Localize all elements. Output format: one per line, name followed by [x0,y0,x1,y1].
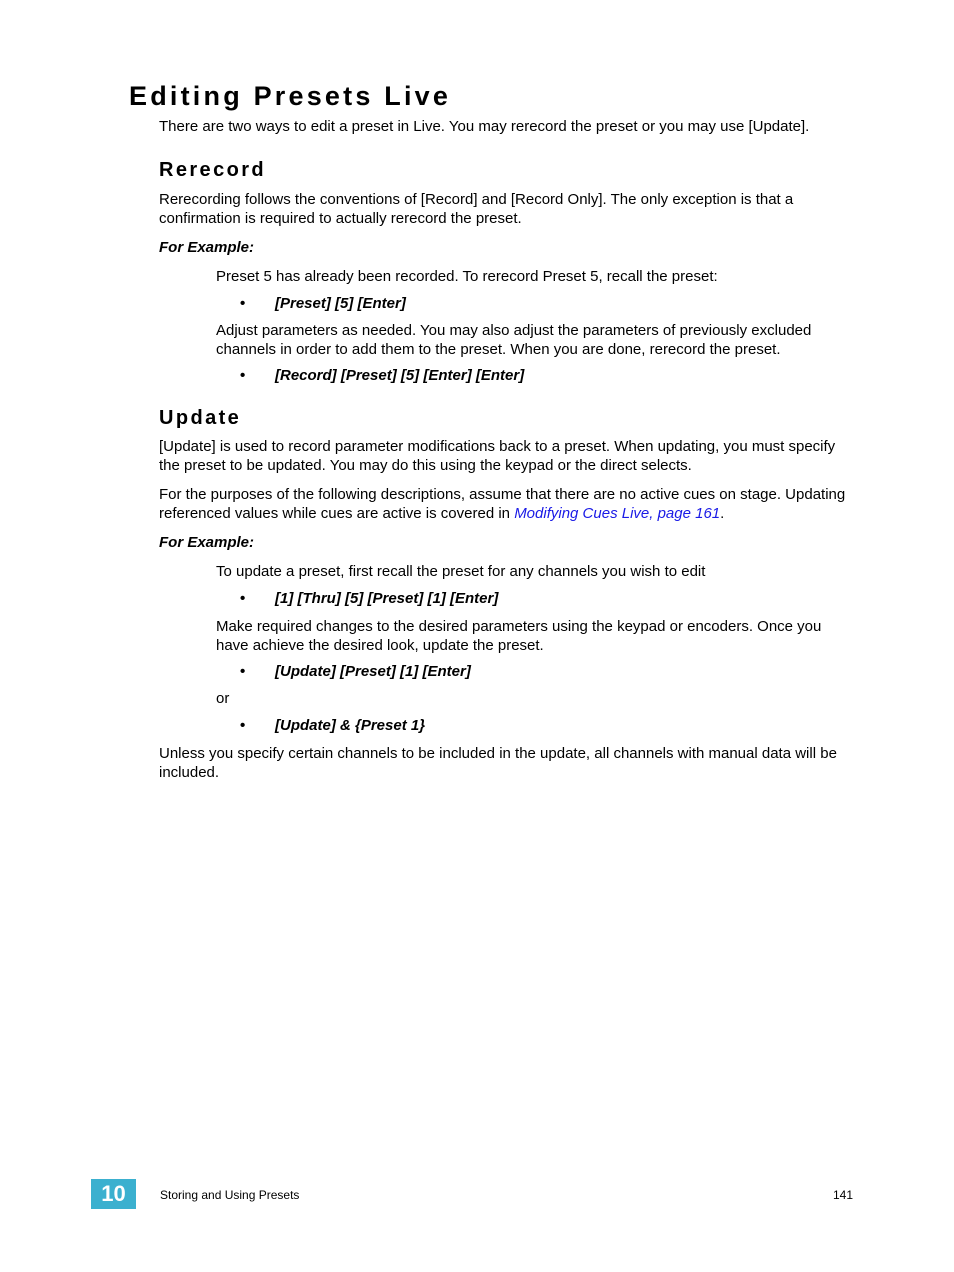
bullet-text: [1] [Thru] [5] [Preset] [1] [Enter] [275,590,499,607]
bullet-item [240,716,425,735]
footer-chapter-title: Storing and Using Presets [160,1188,300,1202]
bullet-symbol: • [240,367,246,384]
rerecord-paragraph: Rerecording follows the conventions of [Record] and [Record Only]. The only exception is that a confirmation is required to actually rerecord the preset. [159,191,794,227]
update-paragraph-1: [Update] is used to record parameter modifications back to a preset. When updating, you must specify the preset to be updated. You may do this using the keypad or the direct selects. [159,438,836,474]
for-example-label: For Example: [159,239,255,256]
bullet-symbol: • [240,663,246,680]
intro-paragraph: There are two ways to edit a preset in Live. You may rerecord the preset or you may use [Update]. [159,118,810,135]
or-text: or [216,690,230,707]
bullet-text: [Update] [Preset] [1] [Enter] [275,663,471,680]
bullet-item [240,294,406,313]
page-heading: Editing Presets Live [129,81,452,111]
update-paragraph-2-end: . [720,505,725,522]
bullet-item [240,662,471,681]
update-step-2: Make required changes to the desired parameters using the keypad or encoders. Once you have achieve the desired look, update the preset. [216,618,822,654]
update-paragraph-2-text: For the purposes of the following descriptions, assume that there are no active cues on stage. Updating referenced values while cues are active is covered in [159,486,846,522]
closing-paragraph: Unless you specify certain channels to be included in the update, all channels with manual data will be included. [159,745,837,781]
bullet-symbol: • [240,590,246,607]
bullet-text: [Update] & {Preset 1} [275,717,426,734]
rerecord-step-1: Preset 5 has already been recorded. To rerecord Preset 5, recall the preset: [216,268,718,285]
bullet-item [240,366,524,385]
bullet-item [240,589,498,608]
bullet-symbol: • [240,295,246,312]
update-step-1: To update a preset, first recall the preset for any channels you wish to edit [216,563,706,580]
cross-reference-link[interactable]: Modifying Cues Live, page 161 [514,505,721,522]
for-example-label: For Example: [159,534,255,551]
bullet-symbol: • [240,717,246,734]
bullet-text: [Preset] [5] [Enter] [275,295,406,312]
update-paragraph-2 [159,485,859,523]
chapter-number-badge: 10 [91,1179,136,1209]
section-heading-update: Update [159,407,242,429]
footer-page-number: 141 [832,1188,853,1202]
rerecord-step-2: Adjust parameters as needed. You may also adjust the parameters of previously excluded channels in order to add them to the preset. When you are done, rerecord the preset. [216,322,812,358]
bullet-text: [Record] [Preset] [5] [Enter] [Enter] [275,367,525,384]
section-heading-rerecord: Rerecord [159,159,267,181]
